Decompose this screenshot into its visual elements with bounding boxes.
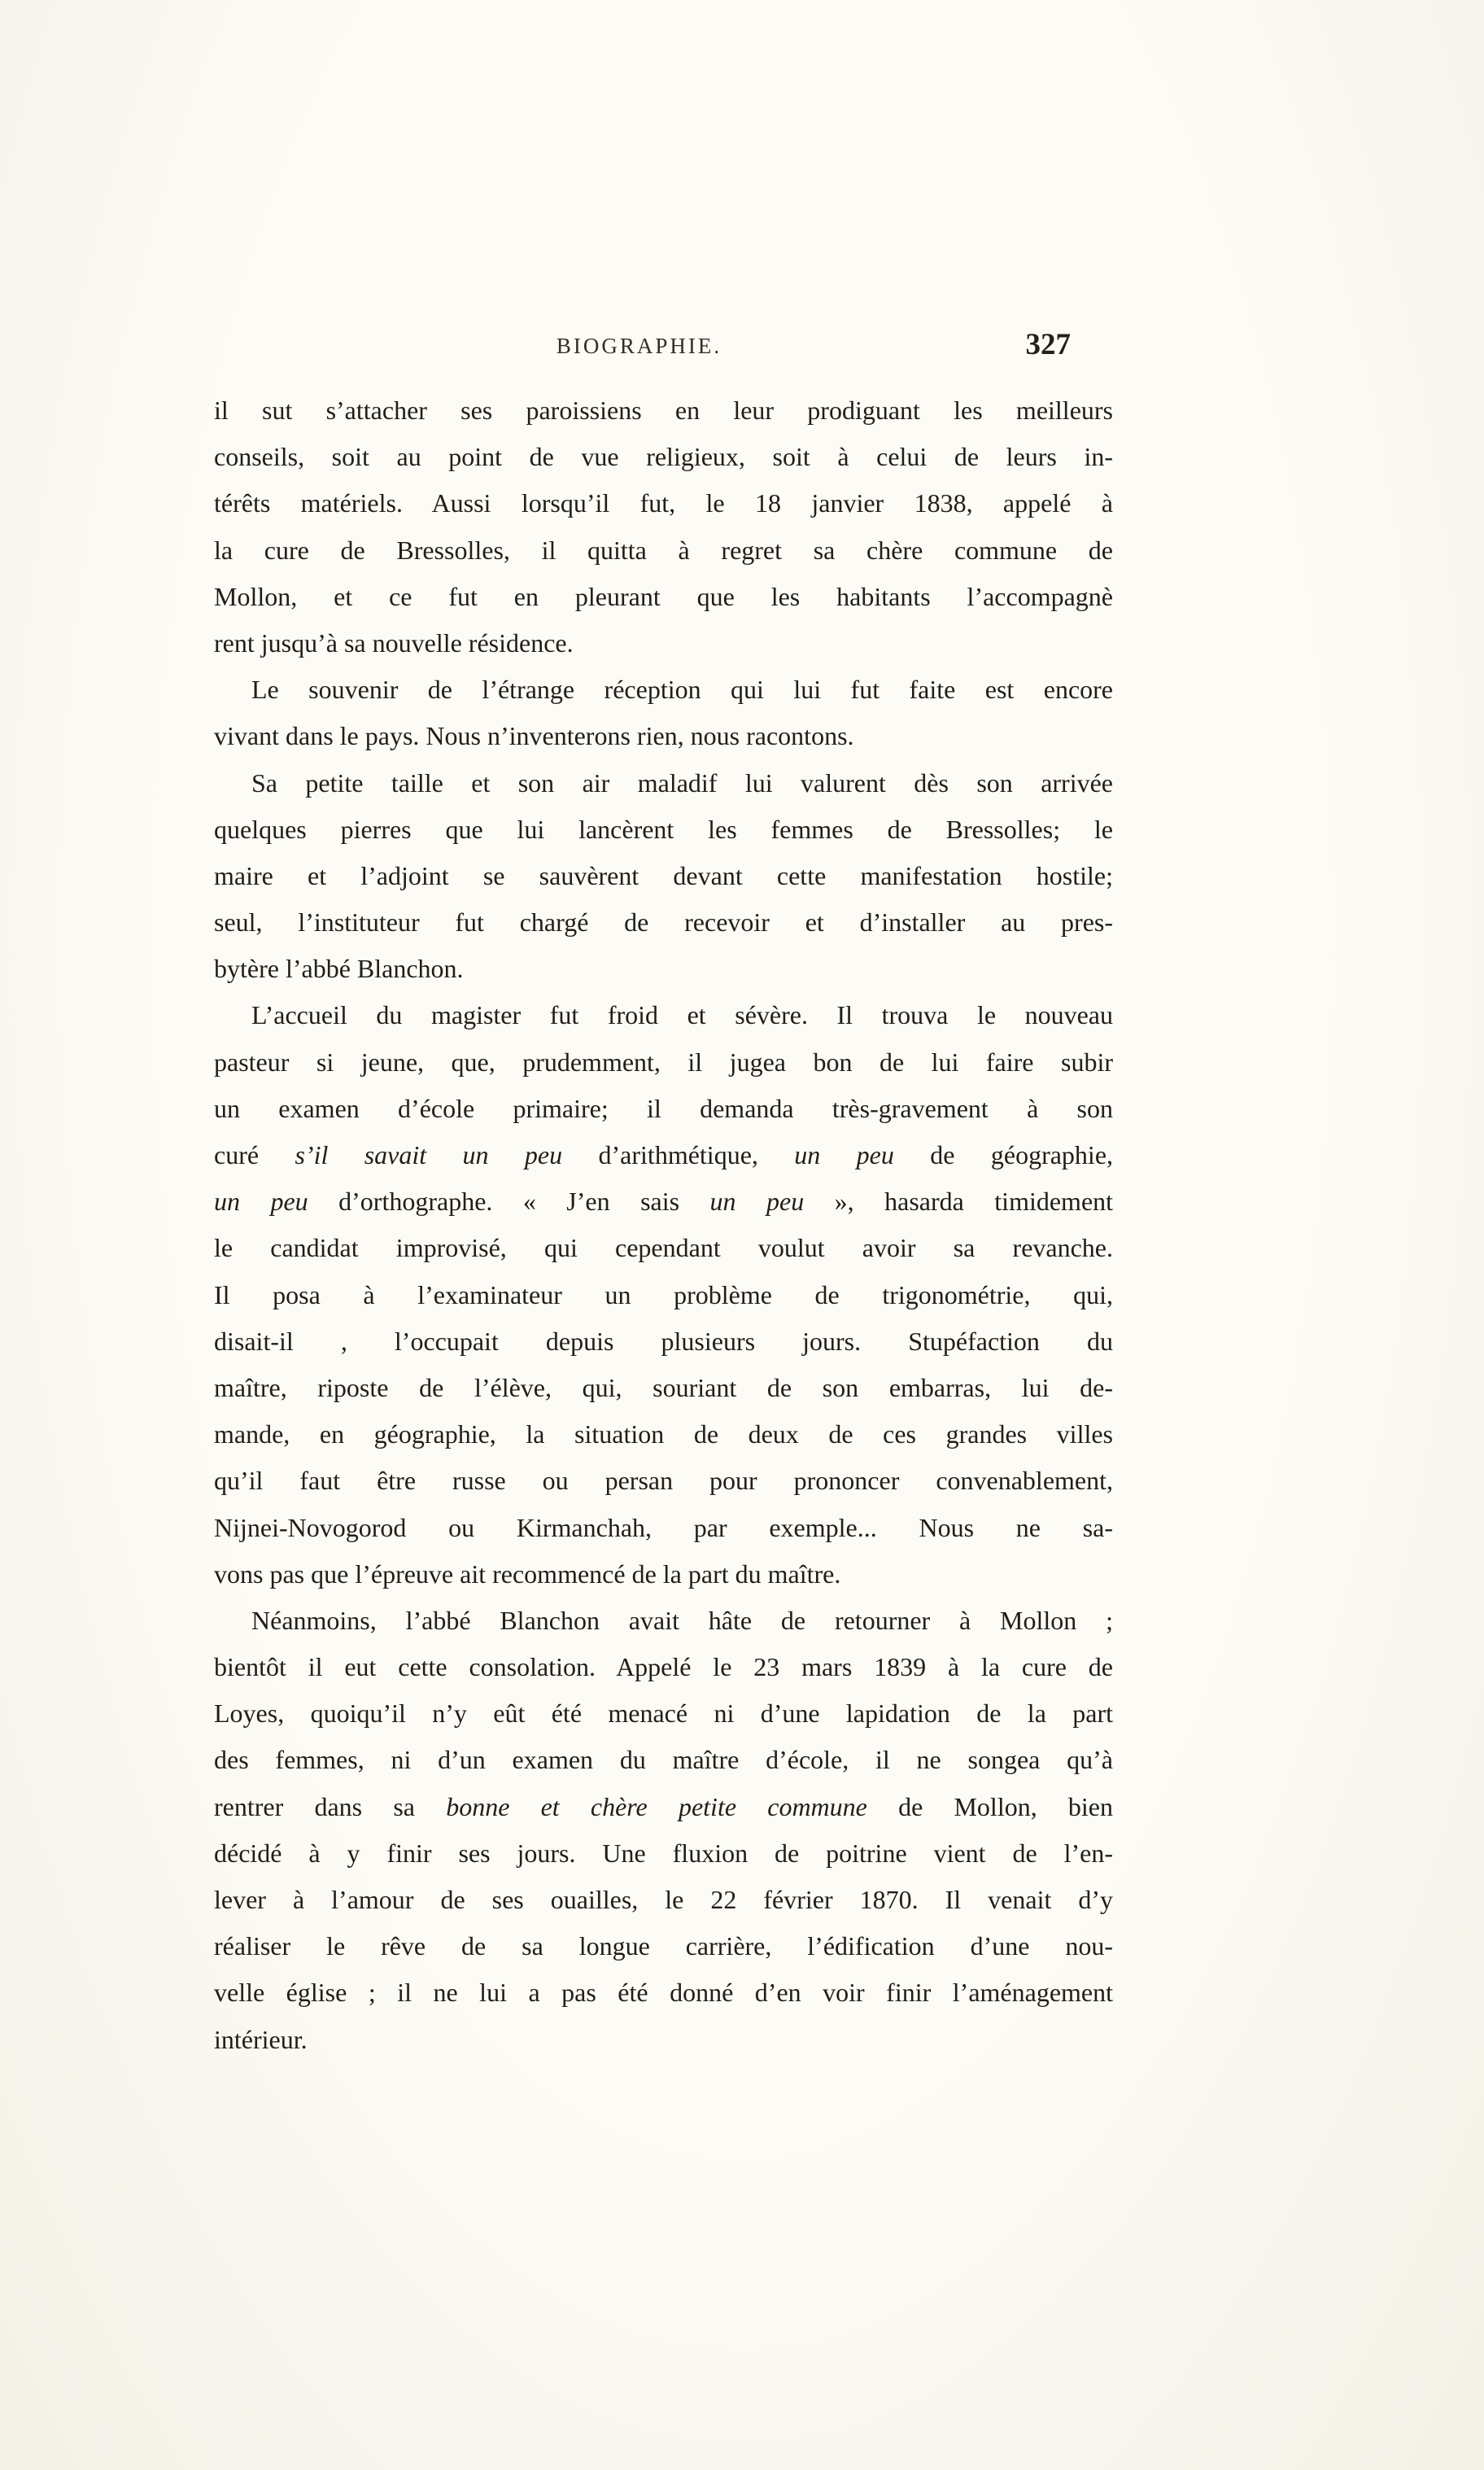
page-body: [214, 387, 1113, 2063]
text-line: [214, 527, 1113, 574]
text-segment: Loyes, quoiqu’il n’y eût été menacé ni d’une lapidation de la part: [214, 1698, 1113, 1729]
text-segment: L’accueil du magister fut froid et sévère. Il trouva le nouveau: [251, 1000, 1113, 1030]
italic-text-segment: un peu: [794, 1140, 894, 1169]
text-line: [214, 1923, 1113, 1969]
text-segment: Nijnei-Novogorod ou Kirmanchah, par exemple... Nous ne sa-: [214, 1512, 1113, 1542]
text-segment: disait-il , l’occupait depuis plusieurs jours. Stupéfaction du: [214, 1326, 1113, 1356]
text-segment: conseils, soit au point de vue religieux, soit à celui de leurs in-: [214, 442, 1113, 472]
text-line: [214, 434, 1113, 480]
text-segment: lever à l’amour de ses ouailles, le 22 février 1870. Il venait d’y: [214, 1885, 1113, 1914]
text-segment: vivant dans le pays. Nous n’inventerons rien, nous racontons.: [214, 721, 854, 751]
text-segment: quelques pierres que lui lancèrent les femmes de Bressolles; le: [214, 814, 1113, 844]
text-segment: térêts matériels. Aussi lorsqu’il fut, le 18 janvier 1838, appelé à: [214, 488, 1113, 518]
text-line: [214, 992, 1113, 1038]
text-segment: intérieur.: [214, 2024, 308, 2054]
text-segment: la cure de Bressolles, il quitta à regret sa chère commune de: [214, 535, 1113, 565]
text-segment: Sa petite taille et son air maladif lui valurent dès son arrivée: [251, 767, 1113, 798]
text-line: [214, 1737, 1113, 1783]
text-line: [214, 1969, 1113, 2016]
text-line: [214, 946, 1113, 992]
text-line: [214, 1877, 1113, 1923]
text-line: [214, 1178, 1113, 1225]
text-segment: qu’il faut être russe ou persan pour prononcer convenablement,: [214, 1466, 1113, 1496]
text-line: [214, 1365, 1113, 1411]
text-segment: bientôt il eut cette consolation. Appelé le 23 mars 1839 à la cure de: [214, 1652, 1113, 1682]
text-segment: maire et l’adjoint se sauvèrent devant cette manifestation hostile;: [214, 860, 1113, 890]
text-segment: décidé à y finir ses jours. Une fluxion de poitrine vient de l’en-: [214, 1838, 1113, 1868]
italic-text-segment: un peu: [709, 1187, 805, 1217]
text-segment: Mollon, et ce fut en pleurant que les habitants l’accompagnè: [214, 581, 1113, 611]
italic-text-segment: s’il savait un peu: [295, 1140, 563, 1169]
text-line: [214, 713, 1113, 759]
text-segment: », hasarda timidement: [804, 1187, 1113, 1217]
text-segment: seul, l’instituteur fut chargé de recevoir et d’installer au pres-: [214, 907, 1113, 938]
text-line: [214, 1225, 1113, 1271]
text-segment: maître, riposte de l’élève, qui, souriant de son embarras, lui de-: [214, 1372, 1113, 1402]
text-segment: réaliser le rêve de sa longue carrière, l’édification d’une nou-: [214, 1931, 1113, 1961]
text-line: [214, 1784, 1113, 1830]
text-segment: curé: [214, 1140, 295, 1169]
text-segment: le candidat improvisé, qui cependant voulut avoir sa revanche.: [214, 1233, 1113, 1263]
text-segment: Néanmoins, l’abbé Blanchon avait hâte de retourner à Mollon ;: [251, 1605, 1113, 1635]
text-line: [214, 1458, 1113, 1504]
text-line: [214, 480, 1113, 527]
italic-text-segment: un peu: [214, 1187, 308, 1217]
text-line: [214, 1086, 1113, 1132]
text-line: [214, 1830, 1113, 1877]
text-line: [214, 1318, 1113, 1365]
text-line: [214, 760, 1113, 807]
text-segment: velle église ; il ne lui a pas été donné d’en voir finir l’aménagement: [214, 1978, 1113, 2008]
page-header: [214, 327, 1113, 368]
text-line: [214, 1598, 1113, 1644]
text-line: [214, 1505, 1113, 1551]
text-segment: Le souvenir de l’étrange réception qui lui fut faite est encore: [251, 675, 1113, 705]
text-line: [214, 807, 1113, 853]
text-segment: Il posa à l’examinateur un problème de trigonométrie, qui,: [214, 1279, 1113, 1309]
italic-text-segment: bonne et chère petite commune: [446, 1791, 867, 1821]
running-title: BIOGRAPHIE.: [556, 334, 722, 358]
text-segment: des femmes, ni d’un examen du maître d’école, il ne songea qu’à: [214, 1745, 1113, 1775]
text-line: [214, 1551, 1113, 1598]
text-line: [214, 853, 1113, 899]
text-segment: d’arithmétique,: [562, 1140, 795, 1169]
text-segment: rent jusqu’à sa nouvelle résidence.: [214, 627, 574, 658]
text-segment: rentrer dans sa: [214, 1791, 447, 1821]
text-segment: pasteur si jeune, que, prudemment, il jugea bon de lui faire subir: [214, 1047, 1113, 1077]
text-line: [214, 1411, 1113, 1458]
page-number: 327: [1025, 328, 1071, 361]
text-segment: un examen d’école primaire; il demanda très-gravement à son: [214, 1093, 1113, 1123]
text-segment: de Mollon, bien: [866, 1791, 1113, 1821]
text-line: [214, 1132, 1113, 1178]
text-line: [214, 1272, 1113, 1318]
text-segment: vons pas que l’épreuve ait recommencé de la part du maître.: [214, 1559, 841, 1589]
text-segment: mande, en géographie, la situation de deux de ces grandes villes: [214, 1419, 1113, 1449]
text-line: [214, 387, 1113, 434]
text-segment: bytère l’abbé Blanchon.: [214, 954, 464, 984]
text-line: [214, 667, 1113, 713]
text-line: [214, 574, 1113, 620]
text-segment: de géographie,: [893, 1140, 1113, 1169]
text-line: [214, 1644, 1113, 1690]
text-line: [214, 899, 1113, 946]
text-segment: d’orthographe. « J’en sais: [308, 1187, 710, 1217]
text-segment: il sut s’attacher ses paroissiens en leur prodiguant les meilleurs: [214, 396, 1113, 425]
text-line: [214, 1690, 1113, 1737]
text-line: [214, 2017, 1113, 2063]
text-line: [214, 1039, 1113, 1086]
text-line: [214, 620, 1113, 667]
